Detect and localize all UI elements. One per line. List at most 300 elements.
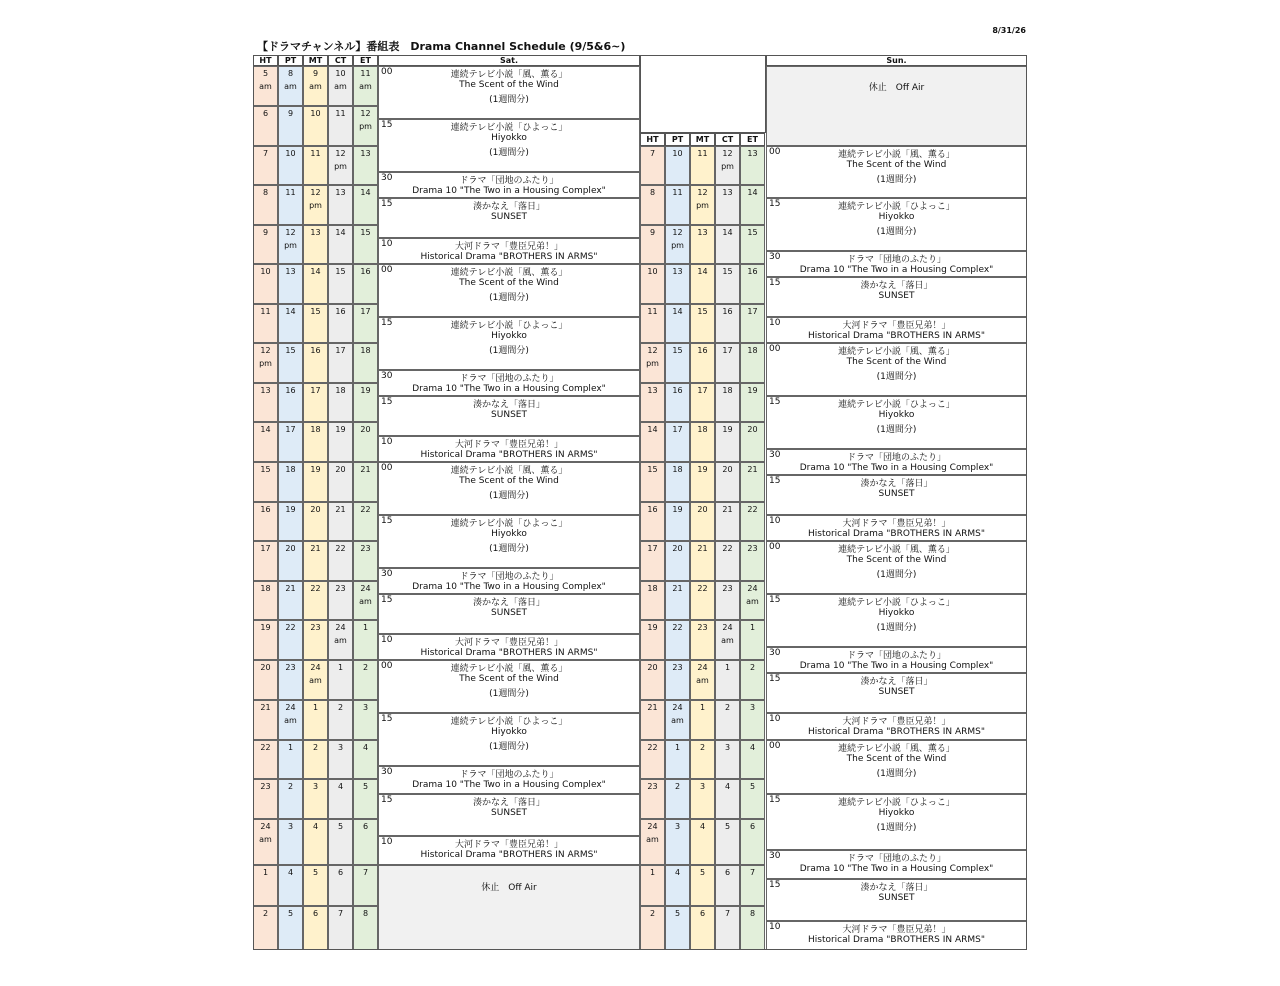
hour-label: 8 xyxy=(262,188,269,197)
right-time-21-mt xyxy=(690,906,715,950)
right-time-9-ct xyxy=(715,422,740,462)
left-time-11-ht xyxy=(253,502,278,541)
left-time-20-pt xyxy=(278,865,303,906)
left-time-0-ht xyxy=(253,66,278,106)
blank-header-area xyxy=(640,55,766,133)
program-line-0: 連続テレビ小説「風、薫る」 xyxy=(450,268,568,278)
hour-label: 8 xyxy=(649,188,656,197)
program-line-2: (1週間分) xyxy=(489,491,529,501)
program-line-2: (1週間分) xyxy=(876,175,917,185)
hour-label: 12 xyxy=(260,346,271,355)
right-time-5-mt xyxy=(690,264,715,304)
program-line-0: 連続テレビ小説「風、薫る」 xyxy=(838,744,955,754)
ampm-label: am xyxy=(309,676,322,685)
right-time-4-ht xyxy=(640,225,665,264)
program-line-0: 大河ドラマ「豊臣兄弟！」 xyxy=(842,321,951,331)
program-line-1: The Scent of the Wind xyxy=(459,278,559,288)
program-line-0: 湊かなえ「落日」 xyxy=(860,479,933,489)
hour-label: 13 xyxy=(722,188,733,197)
program-line-0: 連続テレビ小説「風、薫る」 xyxy=(450,664,568,674)
program-line-2: (1週間分) xyxy=(489,346,529,356)
hour-label: 21 xyxy=(310,544,321,553)
left-time-8-et xyxy=(353,383,378,422)
ampm-label: am xyxy=(334,636,347,645)
right-time-21-ht xyxy=(640,906,665,950)
left-time-3-ct xyxy=(328,185,353,225)
right-time-20-ht xyxy=(640,865,665,906)
left-time-15-ht xyxy=(253,660,278,700)
hour-label: 3 xyxy=(699,782,706,791)
hour-label: 12 xyxy=(647,346,658,355)
hour-label: 19 xyxy=(310,465,321,474)
hour-label: 15 xyxy=(647,465,658,474)
program-line-0: ドラマ「団地のふたり」 xyxy=(459,176,559,186)
left-time-6-ht xyxy=(253,304,278,343)
program-line-0: 大河ドラマ「豊臣兄弟！」 xyxy=(454,242,563,252)
ampm-label: pm xyxy=(646,359,659,368)
hour-label: 15 xyxy=(310,307,321,316)
hour-label: 19 xyxy=(285,505,296,514)
ampm-label: pm xyxy=(334,162,347,171)
program-line-1: Hiyokko xyxy=(491,529,527,539)
hour-label: 13 xyxy=(697,228,708,237)
hour-label: 3 xyxy=(749,703,756,712)
hour-label: 9 xyxy=(287,109,294,118)
program-line-1: Hiyokko xyxy=(878,410,915,420)
sat-sunset-block-13 xyxy=(378,594,640,634)
right-time-6-ht xyxy=(640,304,665,343)
right-time-10-pt xyxy=(665,462,690,502)
right-time-7-et xyxy=(740,343,765,383)
ampm-label: am xyxy=(646,835,659,844)
right-time-21-ct xyxy=(715,906,740,950)
hour-label: 7 xyxy=(724,909,731,918)
start-minute: 00 xyxy=(381,265,393,275)
hour-label: 18 xyxy=(747,346,758,355)
hour-label: 2 xyxy=(674,782,681,791)
right-time-15-pt xyxy=(665,660,690,700)
left-time-17-ht xyxy=(253,740,278,779)
program-line-1: The Scent of the Wind xyxy=(459,80,559,90)
hour-label: 12 xyxy=(360,109,371,118)
hour-label: 2 xyxy=(287,782,294,791)
left-time-6-ct xyxy=(328,304,353,343)
start-minute: 15 xyxy=(769,674,781,684)
left-time-20-mt xyxy=(303,865,328,906)
left-time-21-ht xyxy=(253,906,278,950)
right-time-20-ct xyxy=(715,865,740,906)
hour-label: 14 xyxy=(285,307,296,316)
hour-label: 2 xyxy=(749,663,756,672)
hour-label: 21 xyxy=(285,584,296,593)
right-time-12-mt xyxy=(690,541,715,581)
hour-label: 16 xyxy=(747,267,758,276)
left-time-12-pt xyxy=(278,541,303,581)
left-time-7-ht xyxy=(253,343,278,383)
right-time-2-ht xyxy=(640,146,665,185)
sat-kaoru-block-10 xyxy=(378,462,640,515)
hour-label: 13 xyxy=(747,149,758,158)
hour-label: 20 xyxy=(647,663,658,672)
hour-label: 24 xyxy=(672,703,683,712)
program-line-1: Historical Drama "BROTHERS IN ARMS" xyxy=(420,252,598,262)
hour-label: 24 xyxy=(747,584,758,593)
left-time-1-mt xyxy=(303,106,328,146)
sat-hiyokko-block-1 xyxy=(378,119,640,172)
program-line-1: Hiyokko xyxy=(491,133,527,143)
right-time-15-et xyxy=(740,660,765,700)
hour-label: 10 xyxy=(260,267,271,276)
right-time-17-ht xyxy=(640,740,665,779)
hour-label: 11 xyxy=(260,307,271,316)
left-time-5-ht xyxy=(253,264,278,304)
ampm-label: am xyxy=(309,82,322,91)
left-time-7-pt xyxy=(278,343,303,383)
program-line-0: 湊かなえ「落日」 xyxy=(472,598,545,608)
left-time-18-pt xyxy=(278,779,303,819)
hour-label: 22 xyxy=(722,544,733,553)
start-minute: 15 xyxy=(769,278,781,288)
right-time-9-pt xyxy=(665,422,690,462)
hour-label: 4 xyxy=(674,868,681,877)
hour-label: 16 xyxy=(697,346,708,355)
hour-label: 22 xyxy=(310,584,321,593)
right-time-19-et xyxy=(740,819,765,865)
left-time-9-ht xyxy=(253,422,278,462)
left-time-15-pt xyxy=(278,660,303,700)
sun-sunset-block-13 xyxy=(766,673,1027,713)
program-line-1: SUNSET xyxy=(491,608,527,618)
hour-label: 1 xyxy=(749,623,756,632)
hour-label: 14 xyxy=(722,228,733,237)
left-time-6-et xyxy=(353,304,378,343)
right-time-7-mt xyxy=(690,343,715,383)
right-time-18-mt xyxy=(690,779,715,819)
left-time-5-et xyxy=(353,264,378,304)
program-line-0: 連続テレビ小説「ひよっこ」 xyxy=(450,321,568,331)
right-time-11-ct xyxy=(715,502,740,541)
hour-label: 5 xyxy=(362,782,369,791)
left-time-9-mt xyxy=(303,422,328,462)
left-time-18-ct xyxy=(328,779,353,819)
right-time-8-et xyxy=(740,383,765,422)
sun-kaoru-block-15 xyxy=(766,740,1027,794)
left-time-9-pt xyxy=(278,422,303,462)
start-minute: 00 xyxy=(769,741,781,751)
ampm-label: am xyxy=(259,82,272,91)
sat-hiyokko-block-11 xyxy=(378,515,640,568)
right-time-13-ct xyxy=(715,581,740,620)
hour-label: 19 xyxy=(672,505,683,514)
hour-label: 16 xyxy=(285,386,296,395)
sat-sunset-block-3 xyxy=(378,198,640,238)
program-line-0: 大河ドラマ「豊臣兄弟！」 xyxy=(454,638,563,648)
program-line-0: 連続テレビ小説「ひよっこ」 xyxy=(838,400,955,410)
hour-label: 18 xyxy=(285,465,296,474)
ampm-label: am xyxy=(746,597,759,606)
hour-label: 5 xyxy=(262,69,269,78)
left-time-0-pt xyxy=(278,66,303,106)
program-line-1: Drama 10 "The Two in a Housing Complex" xyxy=(412,780,606,790)
hour-label: 23 xyxy=(672,663,683,672)
program-line-1: Historical Drama "BROTHERS IN ARMS" xyxy=(807,331,985,341)
right-time-6-ct xyxy=(715,304,740,343)
hour-label: 22 xyxy=(285,623,296,632)
right-time-14-pt xyxy=(665,620,690,660)
left-time-0-et xyxy=(353,66,378,106)
sat-hiyokko-block-6 xyxy=(378,317,640,370)
sat-header: Sat. xyxy=(378,55,640,66)
program-line-2: (1週間分) xyxy=(876,769,917,779)
hour-label: 17 xyxy=(285,425,296,434)
start-minute: 30 xyxy=(769,252,781,262)
right-time-9-et xyxy=(740,422,765,462)
hour-label: 17 xyxy=(260,544,271,553)
program-line-0: 湊かなえ「落日」 xyxy=(472,400,545,410)
right-time-14-ct xyxy=(715,620,740,660)
hour-label: 2 xyxy=(362,663,369,672)
hour-label: 11 xyxy=(285,188,296,197)
left-time-17-et xyxy=(353,740,378,779)
right-time-8-ht xyxy=(640,383,665,422)
left-time-2-et xyxy=(353,146,378,185)
program-line-0: ドラマ「団地のふたり」 xyxy=(846,651,946,661)
program-line-2: (1週間分) xyxy=(489,148,529,158)
sun-danchi-block-7 xyxy=(766,449,1027,475)
left-time-2-mt xyxy=(303,146,328,185)
right-time-11-ht xyxy=(640,502,665,541)
sat-sunset-block-8 xyxy=(378,396,640,436)
zone-header-ht: HT xyxy=(253,55,278,66)
left-time-3-mt xyxy=(303,185,328,225)
program-line-1: SUNSET xyxy=(878,687,915,697)
hour-label: 6 xyxy=(749,822,756,831)
hour-label: 20 xyxy=(335,465,346,474)
left-time-20-ht xyxy=(253,865,278,906)
left-time-16-ht xyxy=(253,700,278,740)
program-line-1: SUNSET xyxy=(878,893,915,903)
start-minute: 10 xyxy=(381,239,393,249)
program-line-1: SUNSET xyxy=(491,808,527,818)
hour-label: 21 xyxy=(360,465,371,474)
ampm-label: am xyxy=(284,82,297,91)
left-time-12-ct xyxy=(328,541,353,581)
hour-label: 10 xyxy=(335,69,346,78)
hour-label: 23 xyxy=(647,782,658,791)
hour-label: 13 xyxy=(335,188,346,197)
program-line-1: Drama 10 "The Two in a Housing Complex" xyxy=(799,661,994,671)
right-time-10-mt xyxy=(690,462,715,502)
hour-label: 24 xyxy=(310,663,321,672)
start-minute: 30 xyxy=(769,450,781,460)
left-time-2-ht xyxy=(253,146,278,185)
sat-hiyokko-block-16 xyxy=(378,713,640,766)
hour-label: 21 xyxy=(647,703,658,712)
program-line-1: Hiyokko xyxy=(878,808,915,818)
hour-label: 18 xyxy=(335,386,346,395)
left-time-14-mt xyxy=(303,620,328,660)
right-time-8-mt xyxy=(690,383,715,422)
left-time-4-pt xyxy=(278,225,303,264)
right-time-4-pt xyxy=(665,225,690,264)
hour-label: 8 xyxy=(287,69,294,78)
program-line-0: 大河ドラマ「豊臣兄弟！」 xyxy=(842,519,951,529)
sun-off-air-block xyxy=(766,66,1027,146)
hour-label: 7 xyxy=(749,868,756,877)
hour-label: 19 xyxy=(747,386,758,395)
sun-danchi-block-17 xyxy=(766,850,1027,879)
hour-label: 24 xyxy=(697,663,708,672)
off-air-label: 休止 Off Air xyxy=(481,883,537,893)
left-time-8-mt xyxy=(303,383,328,422)
hour-label: 4 xyxy=(287,868,294,877)
left-time-13-et xyxy=(353,581,378,620)
right-time-17-ct xyxy=(715,740,740,779)
sat-off-air-block xyxy=(378,865,640,950)
sun-danchi-block-2 xyxy=(766,251,1027,277)
program-line-0: 連続テレビ小説「風、薫る」 xyxy=(838,150,955,160)
hour-label: 24 xyxy=(722,623,733,632)
sat-kaoru-block-5 xyxy=(378,264,640,317)
hour-label: 14 xyxy=(335,228,346,237)
left-time-14-et xyxy=(353,620,378,660)
program-line-1: SUNSET xyxy=(491,410,527,420)
right-time-11-et xyxy=(740,502,765,541)
hour-label: 11 xyxy=(647,307,658,316)
program-line-2: (1週間分) xyxy=(876,570,917,580)
hour-label: 1 xyxy=(362,623,369,632)
hour-label: 9 xyxy=(262,228,269,237)
hour-label: 11 xyxy=(360,69,371,78)
right-time-18-ct xyxy=(715,779,740,819)
program-line-0: 連続テレビ小説「ひよっこ」 xyxy=(838,202,955,212)
sun-sunset-block-3 xyxy=(766,277,1027,317)
right-time-18-ht xyxy=(640,779,665,819)
right-time-17-et xyxy=(740,740,765,779)
left-time-7-et xyxy=(353,343,378,383)
right-time-20-mt xyxy=(690,865,715,906)
zone-header-right-ht: HT xyxy=(640,133,665,146)
left-time-21-mt xyxy=(303,906,328,950)
hour-label: 5 xyxy=(312,868,319,877)
right-time-4-et xyxy=(740,225,765,264)
left-time-14-ct xyxy=(328,620,353,660)
hour-label: 24 xyxy=(647,822,658,831)
program-line-0: 大河ドラマ「豊臣兄弟！」 xyxy=(454,840,563,850)
program-line-1: SUNSET xyxy=(878,291,915,301)
program-line-0: 湊かなえ「落日」 xyxy=(472,202,545,212)
hour-label: 21 xyxy=(260,703,271,712)
start-minute: 15 xyxy=(381,397,393,407)
right-time-3-ct xyxy=(715,185,740,225)
hour-label: 15 xyxy=(672,346,683,355)
hour-label: 1 xyxy=(724,663,731,672)
hour-label: 12 xyxy=(310,188,321,197)
program-line-1: Hiyokko xyxy=(491,727,527,737)
hour-label: 21 xyxy=(335,505,346,514)
sun-hiyokko-block-1 xyxy=(766,198,1027,251)
hour-label: 20 xyxy=(672,544,683,553)
left-time-3-ht xyxy=(253,185,278,225)
left-time-0-mt xyxy=(303,66,328,106)
program-line-0: ドラマ「団地のふたり」 xyxy=(846,255,946,265)
left-time-8-ct xyxy=(328,383,353,422)
program-line-0: 大河ドラマ「豊臣兄弟！」 xyxy=(454,440,563,450)
left-time-2-ct xyxy=(328,146,353,185)
program-line-1: SUNSET xyxy=(491,212,527,222)
hour-label: 2 xyxy=(262,909,269,918)
right-time-16-pt xyxy=(665,700,690,740)
left-time-2-pt xyxy=(278,146,303,185)
right-time-14-ht xyxy=(640,620,665,660)
hour-label: 17 xyxy=(310,386,321,395)
hour-label: 19 xyxy=(697,465,708,474)
left-time-21-pt xyxy=(278,906,303,950)
start-minute: 15 xyxy=(381,318,393,328)
hour-label: 15 xyxy=(260,465,271,474)
left-time-15-et xyxy=(353,660,378,700)
left-time-17-pt xyxy=(278,740,303,779)
right-time-12-et xyxy=(740,541,765,581)
right-time-13-et xyxy=(740,581,765,620)
left-time-8-pt xyxy=(278,383,303,422)
hour-label: 12 xyxy=(335,149,346,158)
hour-label: 16 xyxy=(260,505,271,514)
left-time-19-ht xyxy=(253,819,278,865)
zone-header-right-et: ET xyxy=(740,133,765,146)
right-time-20-pt xyxy=(665,865,690,906)
hour-label: 4 xyxy=(749,743,756,752)
right-time-5-pt xyxy=(665,264,690,304)
hour-label: 6 xyxy=(262,109,269,118)
right-time-9-ht xyxy=(640,422,665,462)
hour-label: 23 xyxy=(360,544,371,553)
sun-kaoru-block-5 xyxy=(766,343,1027,396)
hour-label: 18 xyxy=(697,425,708,434)
start-minute: 00 xyxy=(381,661,393,671)
hour-label: 21 xyxy=(747,465,758,474)
hour-label: 24 xyxy=(335,623,346,632)
program-line-1: Hiyokko xyxy=(491,331,527,341)
program-line-1: Historical Drama "BROTHERS IN ARMS" xyxy=(807,529,985,539)
hour-label: 2 xyxy=(337,703,344,712)
hour-label: 18 xyxy=(260,584,271,593)
program-line-0: 連続テレビ小説「風、薫る」 xyxy=(450,466,568,476)
hour-label: 4 xyxy=(337,782,344,791)
hour-label: 6 xyxy=(699,909,706,918)
hour-label: 6 xyxy=(362,822,369,831)
sat-danchi-block-2 xyxy=(378,172,640,198)
hour-label: 14 xyxy=(647,425,658,434)
hour-label: 5 xyxy=(674,909,681,918)
right-time-20-et xyxy=(740,865,765,906)
hour-label: 17 xyxy=(747,307,758,316)
hour-label: 19 xyxy=(260,623,271,632)
right-time-2-et xyxy=(740,146,765,185)
hour-label: 24 xyxy=(285,703,296,712)
right-time-6-pt xyxy=(665,304,690,343)
ampm-label: am xyxy=(721,636,734,645)
hour-label: 8 xyxy=(749,909,756,918)
start-minute: 30 xyxy=(381,569,393,579)
hour-label: 17 xyxy=(672,425,683,434)
right-time-17-pt xyxy=(665,740,690,779)
hour-label: 11 xyxy=(697,149,708,158)
program-line-1: Drama 10 "The Two in a Housing Complex" xyxy=(799,265,994,275)
program-line-0: 連続テレビ小説「風、薫る」 xyxy=(450,70,568,80)
right-time-4-mt xyxy=(690,225,715,264)
program-line-0: 湊かなえ「落日」 xyxy=(860,883,933,893)
